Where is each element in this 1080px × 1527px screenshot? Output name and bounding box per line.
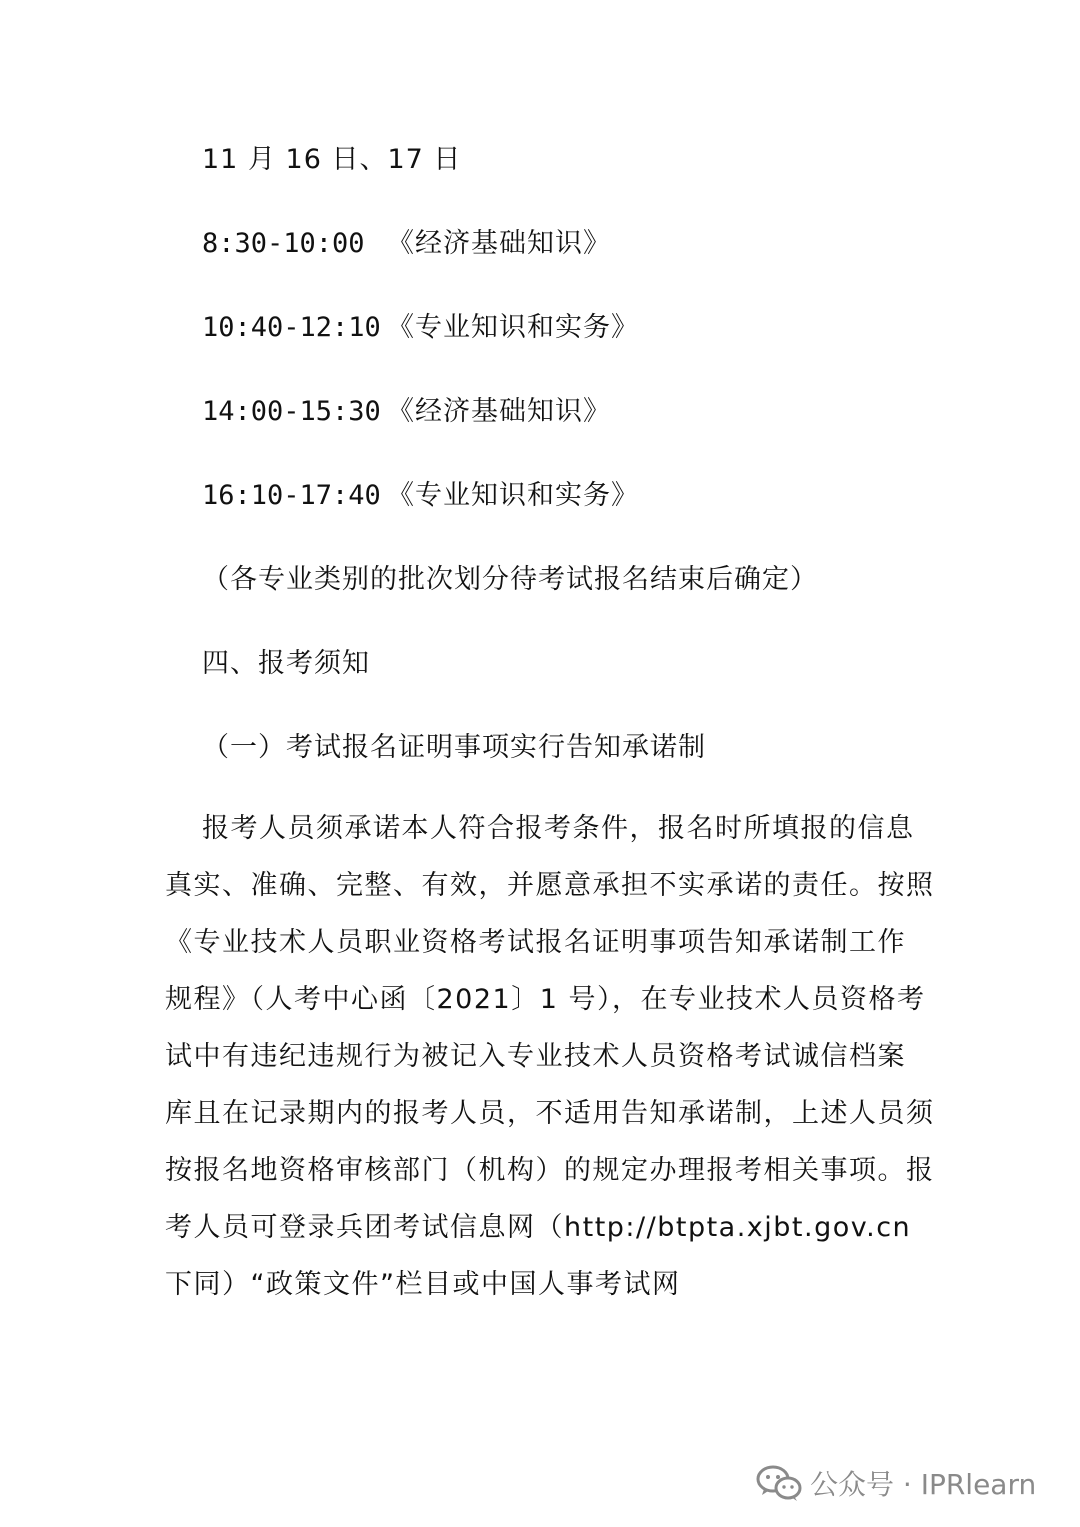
schedule-time: 14:00-15:30: [202, 396, 381, 427]
paragraph-line: 下同）“政策文件”栏目或中国人事考试网: [165, 1269, 681, 1300]
schedule-time: 8:30-10:00: [202, 228, 365, 259]
schedule-subject: 《经济基础知识》: [387, 228, 611, 259]
watermark-text: 公众号 · IPRlearn: [810, 1468, 1037, 1501]
watermark: [756, 1461, 1036, 1505]
body-paragraph: [165, 800, 935, 1313]
paragraph-line: 按报名地资格审核部门（机构）的规定办理报考相关事项。报: [165, 1155, 935, 1186]
section-heading: 四、报考须知: [202, 648, 370, 679]
schedule-subject: 《专业知识和实务》: [387, 312, 639, 343]
paragraph-line: 规程》（人考中心函〔2021〕1 号），在专业技术人员资格考: [165, 984, 926, 1015]
wechat-icon: [756, 1464, 802, 1502]
schedule-row: [202, 310, 639, 346]
subsection-heading: （一）考试报名证明事项实行告知承诺制: [202, 732, 706, 763]
schedule-row: [202, 226, 611, 262]
paragraph-line: 考人员可登录兵团考试信息网（http://btpta.xjbt.gov.cn: [165, 1212, 912, 1243]
schedule-subject: 《经济基础知识》: [387, 396, 611, 427]
paragraph-line: 真实、准确、完整、有效，并愿意承担不实承诺的责任。按照: [165, 870, 935, 901]
paragraph-line: 试中有违纪违规行为被记入专业技术人员资格考试诚信档案: [165, 1041, 906, 1072]
paragraph-line: 库且在记录期内的报考人员，不适用告知承诺制，上述人员须: [165, 1098, 935, 1129]
schedule-subject: 《专业知识和实务》: [387, 480, 639, 511]
paragraph-line: 报考人员须承诺本人符合报考条件，报名时所填报的信息: [202, 813, 915, 844]
schedule-time: 10:40-12:10: [202, 312, 381, 343]
paragraph-line: 《专业技术人员职业资格考试报名证明事项告知承诺制工作: [165, 927, 906, 958]
schedule-row: [202, 394, 611, 430]
schedule-row: [202, 478, 639, 514]
schedule-time: 16:10-17:40: [202, 480, 381, 511]
date-heading: 11 月 16 日、17 日: [202, 144, 462, 175]
batch-note: （各专业类别的批次划分待考试报名结束后确定）: [202, 564, 818, 595]
